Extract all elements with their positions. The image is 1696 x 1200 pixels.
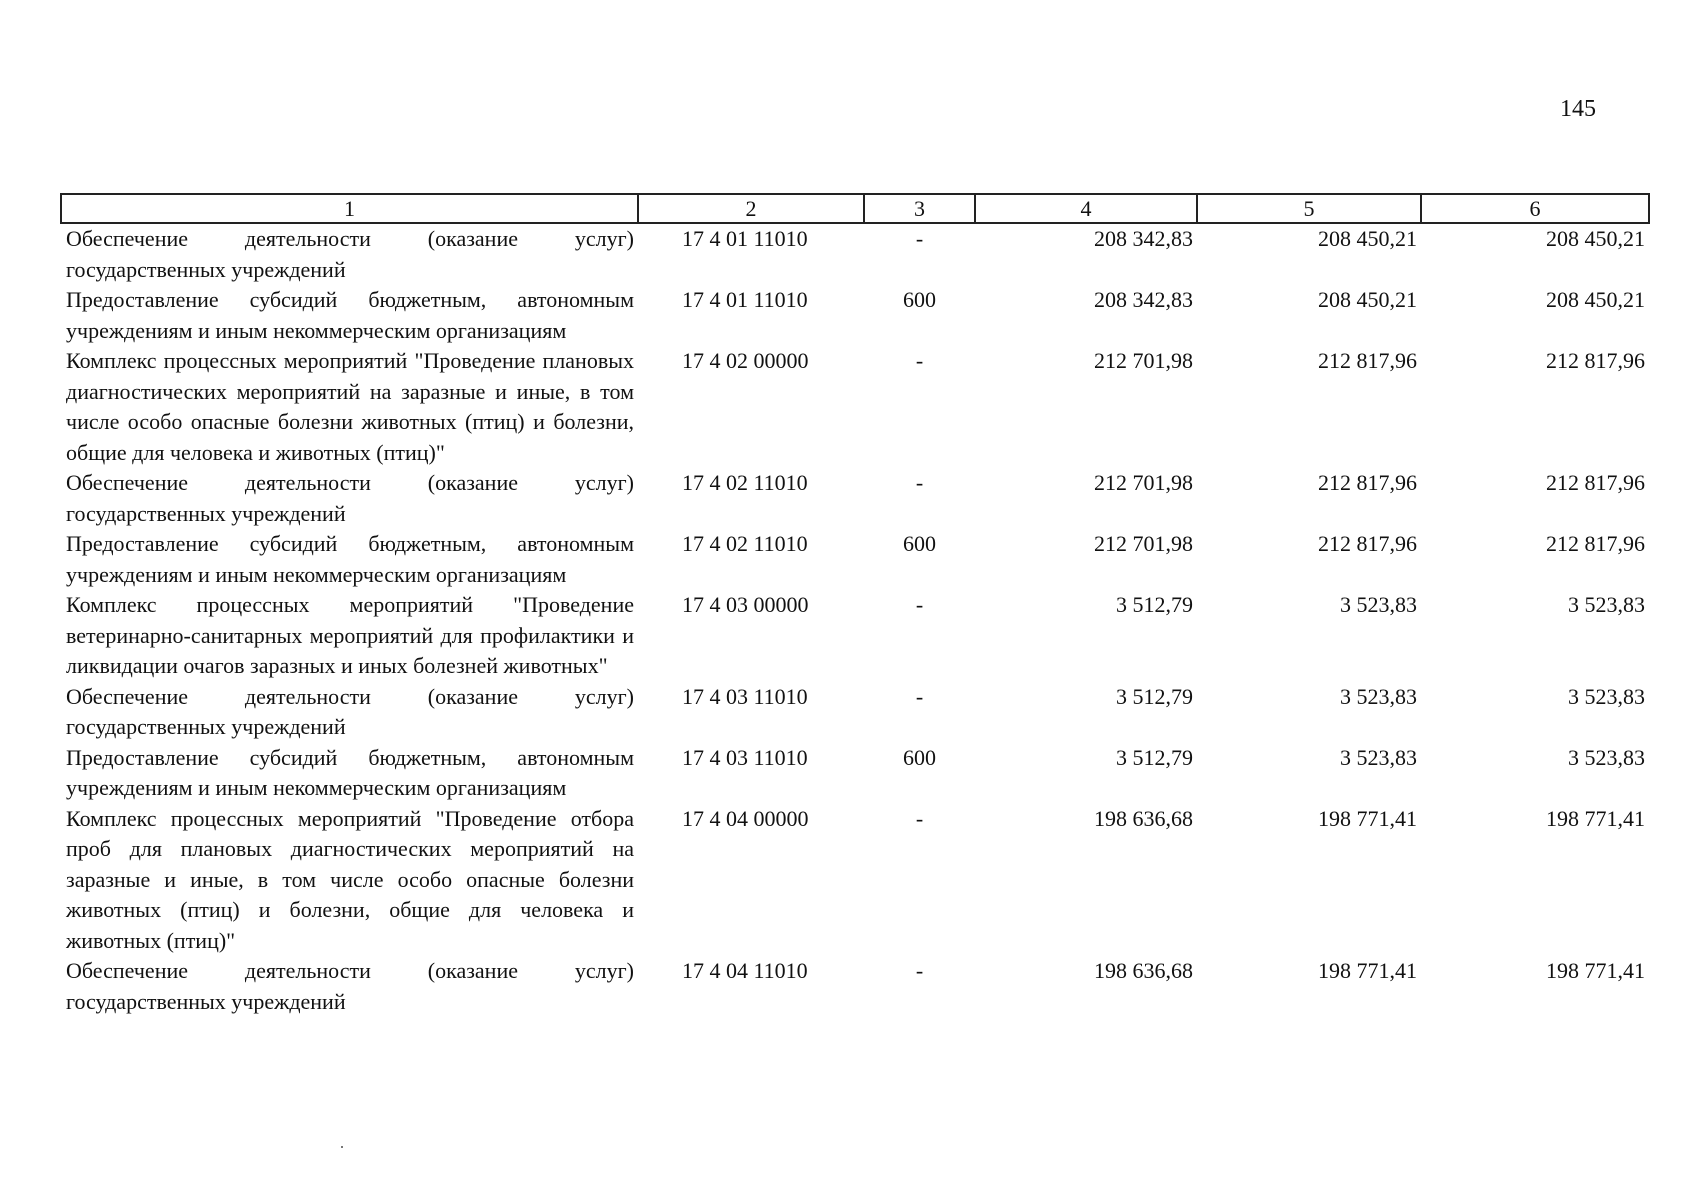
row-amount-col6: 208 450,21	[1546, 287, 1645, 312]
table-row	[61, 285, 1649, 346]
row-expense-type: -	[915, 683, 924, 709]
table-row	[61, 682, 1649, 743]
budget-table	[60, 193, 1650, 1017]
page-number: 145	[1560, 96, 1596, 122]
row-name: Предоставление субсидий бюджетным, автономным учреждениям и иным некоммерческим организациям	[66, 287, 634, 343]
row-amount-col6: 198 771,41	[1546, 805, 1645, 831]
row-code: 17 4 01 11010	[682, 287, 808, 312]
row-expense-type: -	[915, 226, 924, 251]
row-amount-col6: 198 771,41	[1546, 958, 1645, 983]
row-amount-col4: 198 636,68	[1094, 805, 1193, 831]
table-row	[61, 468, 1649, 529]
row-amount-col5: 3 523,83	[1340, 683, 1417, 709]
table-row	[61, 743, 1649, 804]
row-name: Обеспечение деятельности (оказание услуг) государственных учреждений	[66, 470, 634, 526]
row-name: Комплекс процессных мероприятий "Проведение плановых диагностических мероприятий на заразные и иные, в том числе особо опасные болезни животных (птиц) и болезни, общие для человека и животных (птиц)"	[66, 348, 634, 465]
row-amount-col4: 208 342,83	[1094, 287, 1193, 312]
row-amount-col5: 198 771,41	[1318, 958, 1417, 983]
table-row	[61, 346, 1649, 468]
row-amount-col4: 208 342,83	[1094, 226, 1193, 251]
row-name: Комплекс процессных мероприятий "Проведение ветеринарно-санитарных мероприятий для профилактики и ликвидации очагов заразных и иных болезней животных"	[66, 592, 634, 678]
table-header	[61, 194, 1649, 223]
row-name: Комплекс процессных мероприятий "Проведение отбора проб для плановых диагностических мероприятий на заразные и иные, в том числе особо опасные болезни животных (птиц) и болезни, общие для человека и животных (птиц)"	[66, 805, 634, 953]
row-amount-col6: 208 450,21	[1546, 226, 1645, 251]
table-row	[61, 590, 1649, 682]
table-row	[61, 804, 1649, 957]
row-amount-col4: 212 701,98	[1094, 348, 1193, 373]
row-code: 17 4 02 11010	[682, 470, 808, 495]
header-row	[61, 194, 1649, 223]
row-code: 17 4 04 11010	[682, 958, 808, 983]
row-expense-type: 600	[903, 287, 936, 312]
row-expense-type: -	[915, 470, 924, 495]
row-amount-col4: 3 512,79	[1116, 744, 1193, 770]
row-amount-col6: 212 817,96	[1546, 531, 1645, 556]
row-amount-col4: 198 636,68	[1094, 958, 1193, 983]
row-amount-col5: 198 771,41	[1318, 805, 1417, 831]
row-name: Предоставление субсидий бюджетным, автономным учреждениям и иным некоммерческим организациям	[66, 744, 634, 800]
row-code: 17 4 04 00000	[682, 805, 809, 831]
row-amount-col5: 208 450,21	[1318, 226, 1417, 251]
row-amount-col4: 212 701,98	[1094, 470, 1193, 495]
column-header-6: 6	[1421, 194, 1649, 223]
row-amount-col5: 212 817,96	[1318, 531, 1417, 556]
row-code: 17 4 02 00000	[682, 348, 809, 373]
column-header-3: 3	[864, 194, 975, 223]
row-name: Обеспечение деятельности (оказание услуг) государственных учреждений	[66, 958, 634, 1014]
table-row	[61, 956, 1649, 1017]
row-code: 17 4 03 11010	[682, 683, 808, 709]
row-amount-col6: 212 817,96	[1546, 348, 1645, 373]
table-row	[61, 223, 1649, 285]
row-expense-type: -	[915, 348, 924, 373]
row-code: 17 4 02 11010	[682, 531, 808, 556]
table-row	[61, 529, 1649, 590]
row-amount-col5: 3 523,83	[1340, 592, 1417, 617]
column-header-1: 1	[61, 194, 638, 223]
row-amount-col5: 208 450,21	[1318, 287, 1417, 312]
row-expense-type: -	[915, 592, 924, 617]
row-amount-col6: 212 817,96	[1546, 470, 1645, 495]
row-code: 17 4 01 11010	[682, 226, 808, 251]
table-body	[61, 223, 1649, 1017]
row-name: Предоставление субсидий бюджетным, автономным учреждениям и иным некоммерческим организациям	[66, 531, 634, 587]
row-amount-col5: 212 817,96	[1318, 470, 1417, 495]
row-amount-col5: 212 817,96	[1318, 348, 1417, 373]
column-header-4: 4	[975, 194, 1197, 223]
row-name: Обеспечение деятельности (оказание услуг) государственных учреждений	[66, 683, 634, 739]
row-amount-col6: 3 523,83	[1568, 744, 1645, 770]
row-amount-col6: 3 523,83	[1568, 683, 1645, 709]
row-amount-col4: 3 512,79	[1116, 683, 1193, 709]
column-header-5: 5	[1197, 194, 1421, 223]
row-amount-col4: 3 512,79	[1116, 592, 1193, 617]
column-header-2: 2	[638, 194, 864, 223]
row-name: Обеспечение деятельности (оказание услуг) государственных учреждений	[66, 226, 634, 282]
row-amount-col5: 3 523,83	[1340, 744, 1417, 770]
row-amount-col6: 3 523,83	[1568, 592, 1645, 617]
row-expense-type: -	[915, 805, 924, 831]
scan-speck	[341, 1146, 343, 1148]
row-code: 17 4 03 00000	[682, 592, 809, 617]
row-expense-type: 600	[903, 531, 936, 556]
row-code: 17 4 03 11010	[682, 744, 808, 770]
row-expense-type: -	[915, 958, 924, 983]
row-expense-type: 600	[903, 744, 936, 770]
row-amount-col4: 212 701,98	[1094, 531, 1193, 556]
